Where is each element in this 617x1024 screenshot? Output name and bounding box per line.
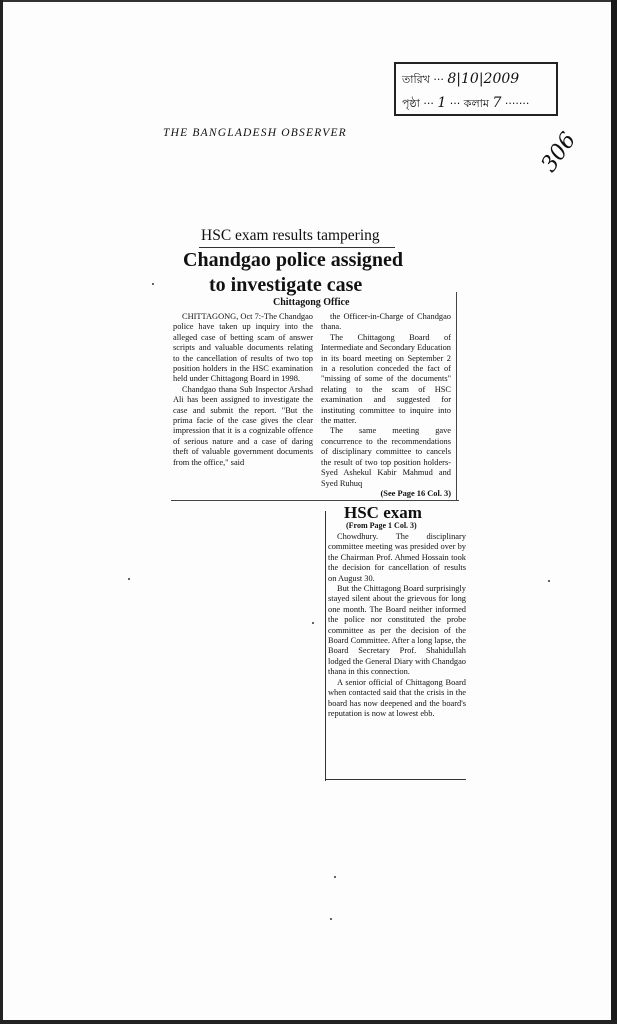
newspaper-masthead: THE BANGLADESH OBSERVER bbox=[163, 127, 347, 139]
article-headline-line2: to investigate case bbox=[209, 274, 363, 296]
continuation-paragraph: A senior official of Chittagong Board when contacted said that the crisis in the board has now deepened and the board's reputation is now at lowest ebb. bbox=[328, 677, 466, 718]
stamp-column-value: 7 bbox=[492, 95, 502, 111]
scan-speck bbox=[152, 283, 154, 285]
scan-speck bbox=[128, 578, 130, 580]
article-headline-line1: Chandgao police assigned bbox=[183, 249, 404, 271]
continuation-left-rule bbox=[325, 511, 326, 781]
clipping-right-rule bbox=[456, 292, 457, 500]
scan-edge-right bbox=[611, 0, 617, 1024]
continuation-paragraph: But the Chittagong Board surprisingly stayed silent about the grievous for long one month. The Board neither informed the police nor constituted the probe committee as per the decision of the Board Committee. After a long lapse, the Board Secretary Prof. Shahidullah lodged the General Diary with Chandgao thana in this connection. bbox=[328, 584, 466, 677]
continuation-clipping bbox=[322, 503, 468, 783]
stamp-date-label: তারিখ bbox=[402, 73, 430, 86]
article-clipping bbox=[171, 222, 459, 502]
article-paragraph: Chandgao thana Sub Inspector Arshad Ali has been assigned to investigate the case and submit the report. "But the prima facie of the case gives the clear impression that it is a cognizable offence of serious nature and a case of daring theft of valuable government documents from the office," said bbox=[173, 384, 313, 467]
stamp-column-label: কলাম bbox=[463, 97, 489, 110]
continuation-heading: HSC exam bbox=[344, 503, 422, 522]
scan-edge-bottom bbox=[0, 1020, 617, 1024]
stamp-date-value: 8|10|2009 bbox=[447, 71, 520, 87]
continuation-bottom-rule bbox=[326, 779, 466, 780]
continuation-paragraph: Chowdhury. The disciplinary committee meeting was presided over by the Chairman Prof. Ahmed Hossain took the decision for cancellation of results on August 30. bbox=[328, 532, 466, 583]
article-kicker: HSC exam results tampering bbox=[201, 227, 380, 244]
see-page-reference: (See Page 16 Col. 3) bbox=[380, 488, 451, 498]
article-column-1 bbox=[173, 312, 313, 468]
scan-speck bbox=[330, 918, 332, 920]
scan-edge-left bbox=[0, 0, 3, 1024]
article-column-2 bbox=[321, 312, 451, 499]
stamp-page-value: 1 bbox=[437, 95, 447, 111]
article-paragraph: The Chittagong Board of Intermediate and Secondary Education in its board meeting on September 2 in a resolution conceded the fact of "missing of some of the documents" relating to the scam of HSC examination and suggested for instituting committee to inquire into the matter. bbox=[321, 332, 451, 426]
article-paragraph: the Officer-in-Charge of Chandgao thana. bbox=[321, 312, 451, 332]
article-paragraph: The same meeting gave concurrence to the recommendations of disciplinary committee to cancels the result of two top position holders-Syed Ashekul Kabir Mahmud and Syed Ruhuq bbox=[321, 426, 451, 488]
scan-speck bbox=[312, 622, 314, 624]
stamp-page-label: পৃষ্ঠা bbox=[402, 97, 420, 110]
date-stamp bbox=[394, 62, 558, 116]
scan-edge-top bbox=[0, 0, 617, 2]
handwritten-page-number: 306 bbox=[536, 128, 582, 177]
continuation-from-page: (From Page 1 Col. 3) bbox=[346, 521, 417, 530]
scan-speck bbox=[548, 580, 550, 582]
scan-speck bbox=[334, 876, 336, 878]
article-paragraph: CHITTAGONG, Oct 7:-The Chandgao police have taken up inquiry into the alleged case of betting scam of answer scripts and valuable documents relating to the cancellation of results of two top position holders in the HSC examination held under Chittagong Board in 1998. bbox=[173, 312, 313, 384]
stamp-date-row: তারিখ ··· 8|10|2009 bbox=[402, 71, 520, 87]
kicker-underline bbox=[199, 247, 395, 248]
stamp-page-row: পৃষ্ঠা ··· 1 ··· কলাম 7 ······· bbox=[402, 95, 530, 111]
clipping-bottom-rule bbox=[171, 500, 459, 501]
continuation-body bbox=[328, 532, 466, 719]
article-byline: Chittagong Office bbox=[273, 297, 350, 308]
